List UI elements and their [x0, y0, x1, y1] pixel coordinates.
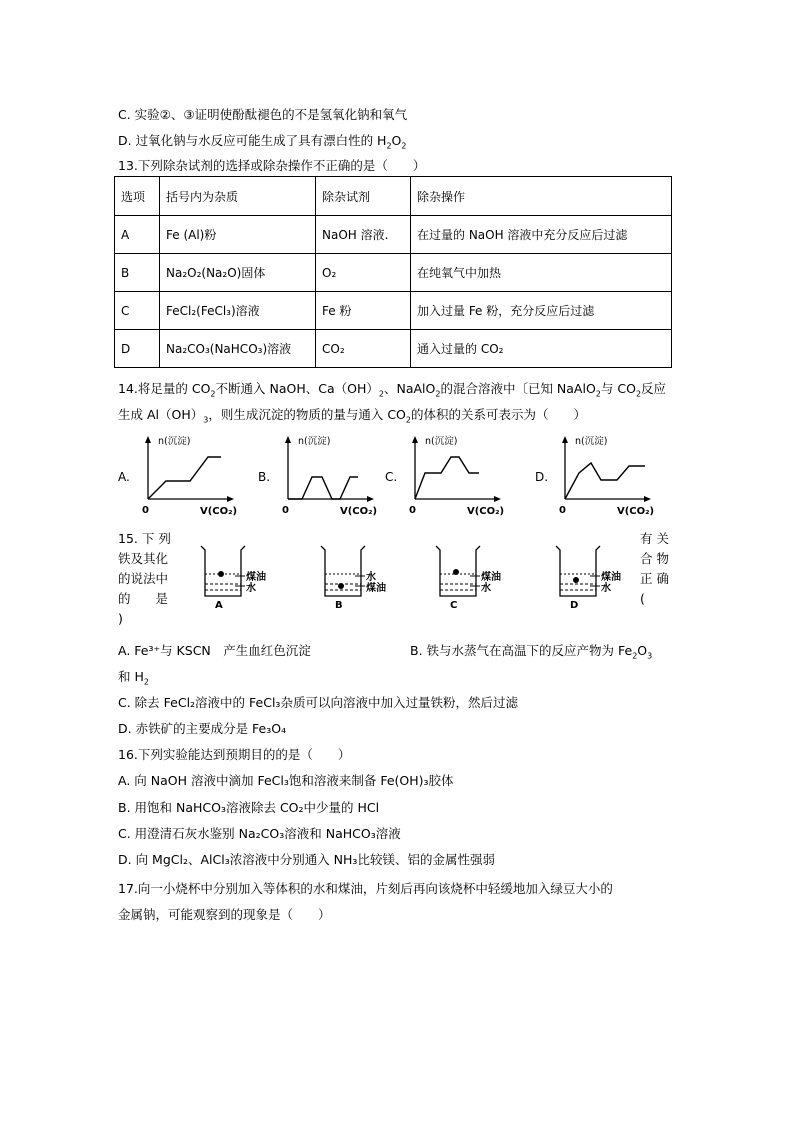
x-axis-label: V(CO₂)	[467, 506, 505, 517]
q15-option-d: D. 赤铁矿的主要成分是 Fe₃O₄	[118, 721, 287, 736]
question-13: 13.下列除杂试剂的选择或除杂操作不正确的是（ ）	[118, 158, 426, 173]
svg-text:C: C	[450, 600, 458, 611]
origin-label: 0	[409, 505, 416, 516]
header-operation: 除杂操作	[411, 177, 672, 216]
option-d-prev: D. 过氧化钠与水反应可能生成了具有漂白性的 $H_2O_2$	[118, 133, 407, 151]
table-cell: Na₂O₂(Na₂O)固体	[160, 254, 316, 292]
svg-text:D: D	[570, 600, 579, 611]
question-17-line-2: 金属钠，可能观察到的现象是（ ）	[118, 907, 331, 922]
graph-a-label: A.	[118, 470, 130, 484]
graph-c-label: C.	[385, 470, 398, 484]
beaker-d	[550, 540, 640, 615]
q15-option-c: C. 除去 FeCl₂溶液中的 FeCl₃杂质可以向溶液中加入过量铁粉，然后过滤	[118, 695, 518, 710]
svg-text:煤油: 煤油	[601, 572, 621, 583]
table-cell: 通入过量的 CO₂	[411, 330, 672, 368]
graph-b	[278, 433, 383, 518]
table-cell: Fe (Al)粉	[160, 216, 316, 254]
question-17-line-1: 17.向一小烧杯中分别加入等体积的水和煤油，片刻后再向该烧杯中轻缓地加入绿豆大小的	[118, 881, 613, 896]
y-axis-label: n(沉淀)	[298, 436, 331, 447]
table-cell: B	[115, 254, 160, 292]
beaker-b	[315, 540, 405, 615]
beaker-c	[430, 540, 520, 615]
svg-text:B: B	[335, 600, 343, 611]
q16-option-b: B. 用饱和 NaHCO₃溶液除去 CO₂中少量的 HCl	[118, 800, 380, 815]
question-15-right-text: 有 关 合 物 正 确 (	[640, 531, 669, 606]
question-14-line-1: 14.将足量的 $CO_2$不断通入 NaOH、$Ca(OH)_2$、NaAlO$_2$的混合溶液中〔已知 NaAlO$_2$与 $CO_2$反应	[118, 381, 667, 399]
table-cell: 在纯氧气中加热	[411, 254, 672, 292]
svg-text:水: 水	[366, 572, 376, 583]
table-row	[115, 216, 672, 254]
y-axis-label: n(沉淀)	[158, 436, 191, 447]
q15-option-b: B. 铁与水蒸气在高温下的反应产物为 $Fe_2O_3$	[410, 643, 653, 661]
q15-option-a: A. Fe³⁺与 KSCN 产生血红色沉淀	[118, 643, 311, 658]
table-cell: C	[115, 292, 160, 330]
table-cell: FeCl₂(FeCl₃)溶液	[160, 292, 316, 330]
table-cell: 加入过量 Fe 粉，充分反应后过滤	[411, 292, 672, 330]
table-cell: NaOH 溶液.	[316, 216, 411, 254]
table-row	[115, 292, 672, 330]
svg-text:水: 水	[601, 583, 611, 594]
graph-a	[138, 433, 243, 518]
svg-text:煤油: 煤油	[246, 572, 266, 583]
q16-option-a: A. 向 NaOH 溶液中滴加 FeCl₃饱和溶液来制备 Fe(OH)₃胶体	[118, 773, 454, 788]
question-15-left-text: 15. 下 列 铁及其化 的说法中 的 是 )	[118, 531, 171, 626]
question-16: 16.下列实验能达到预期目的的是（ ）	[118, 747, 351, 762]
table-cell: CO₂	[316, 330, 411, 368]
question-14-line-2: 生成 $Al(OH)_3$，则生成沉淀的物质的量与通入 $CO_2$的体积的关系可表示为（ ）	[118, 407, 586, 425]
svg-text:水: 水	[246, 583, 256, 594]
header-option: 选项	[115, 177, 160, 216]
table-cell: Fe 粉	[316, 292, 411, 330]
purification-table	[114, 176, 672, 368]
table-cell: A	[115, 216, 160, 254]
beaker-a	[195, 540, 285, 615]
header-impurity: 括号内为杂质	[160, 177, 316, 216]
graph-b-label: B.	[258, 470, 271, 484]
table-cell: 在过量的 NaOH 溶液中充分反应后过滤	[411, 216, 672, 254]
q16-option-d: D. 向 MgCl₂、AlCl₃浓溶液中分别通入 NH₃比较镁、铝的金属性强弱	[118, 852, 495, 867]
table-row	[115, 330, 672, 368]
q16-option-c: C. 用澄清石灰水鉴别 Na₂CO₃溶液和 NaHCO₃溶液	[118, 826, 401, 841]
table-cell: O₂	[316, 254, 411, 292]
table-row	[115, 254, 672, 292]
y-axis-label: n(沉淀)	[575, 436, 608, 447]
graph-d-label: D.	[535, 470, 549, 484]
q15-option-b-cont: 和 $H_2$	[118, 669, 149, 687]
svg-text:煤油: 煤油	[481, 572, 501, 583]
origin-label: 0	[142, 505, 149, 516]
origin-label: 0	[559, 505, 566, 516]
y-axis-label: n(沉淀)	[425, 436, 458, 447]
table-cell: D	[115, 330, 160, 368]
graph-c	[405, 433, 510, 518]
x-axis-label: V(CO₂)	[200, 506, 238, 517]
origin-label: 0	[282, 505, 289, 516]
svg-text:水: 水	[481, 583, 491, 594]
header-reagent: 除杂试剂	[316, 177, 411, 216]
table-cell: Na₂CO₃(NaHCO₃)溶液	[160, 330, 316, 368]
graph-d	[555, 433, 660, 518]
option-c-prev: C. 实验②、③证明使酚酞褪色的不是氢氧化钠和氧气	[118, 107, 408, 122]
x-axis-label: V(CO₂)	[617, 506, 655, 517]
svg-text:煤油: 煤油	[366, 583, 386, 594]
x-axis-label: V(CO₂)	[340, 506, 378, 517]
svg-text:A: A	[215, 600, 223, 611]
table-header-row	[115, 177, 672, 216]
